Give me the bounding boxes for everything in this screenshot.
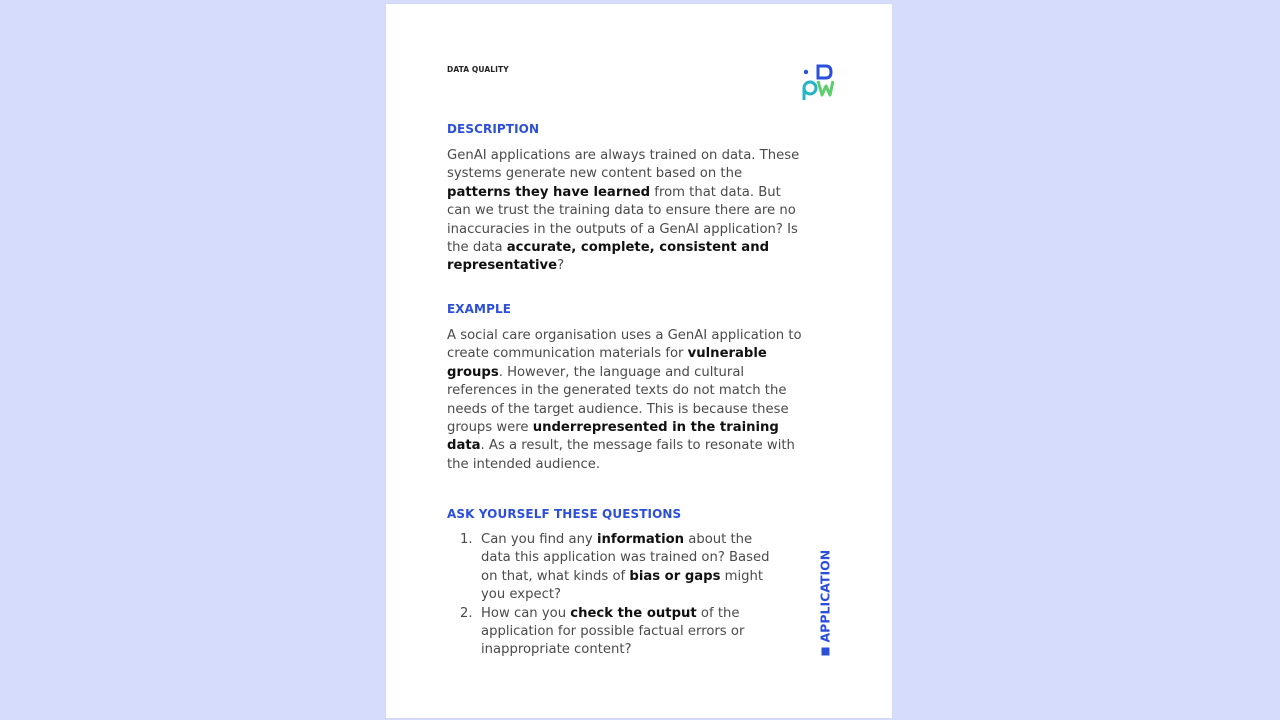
text-run: . However, the language and cultural references in the generated texts do not match the needs of the target audience. This is because these groups were (447, 364, 789, 436)
data-wise-logo-icon (798, 62, 834, 102)
side-tab-label: APPLICATION (817, 549, 833, 643)
text-run: Can you find any (481, 532, 597, 547)
text-run: ? (557, 258, 565, 274)
document-page (386, 4, 892, 718)
text-run: of the application for possible factual errors or inappropriate content? (481, 605, 745, 658)
text-run: GenAI applications are always trained on data. These systems generate new content based on the (447, 148, 800, 182)
question-item (460, 531, 780, 605)
example-title: EXAMPLE (447, 302, 512, 316)
text-run: A social care organisation uses a GenAI application to create communication materials for (447, 328, 802, 362)
emphasized-text: information (596, 532, 685, 547)
category-label: DATA QUALITY (447, 65, 509, 74)
emphasized-text: vulnerable groups (447, 346, 767, 380)
description-title: DESCRIPTION (447, 122, 540, 136)
emphasized-text: bias or gaps (629, 568, 721, 584)
square-icon (821, 648, 829, 656)
question-number: 2. (460, 605, 473, 621)
questions-title: ASK YOURSELF THESE QUESTIONS (447, 507, 682, 521)
text-run: How can you (481, 605, 571, 621)
text-run: . As a result, the message fails to resonate with the intended audience. (447, 438, 795, 472)
side-tab (818, 536, 832, 660)
text-run: from that data. But can we trust the training data to ensure there are no inaccuracies in the outputs of a GenAI application? Is the data (447, 184, 798, 256)
emphasized-text: patterns they have learned (447, 184, 651, 200)
description-text (447, 147, 807, 276)
emphasized-text: accurate, complete, consistent and representative (447, 240, 770, 274)
questions-list (460, 531, 780, 660)
question-text (481, 531, 780, 605)
text-run: might you expect? (481, 568, 764, 603)
emphasized-text: underrepresented in the training data (447, 420, 779, 454)
text-run: about the data this application was trained on? Based on that, what kinds of (481, 532, 770, 584)
question-item (460, 605, 780, 660)
question-text (481, 605, 780, 660)
question-number: 1. (460, 532, 473, 547)
emphasized-text: check the output (570, 605, 697, 621)
example-text (447, 327, 807, 474)
